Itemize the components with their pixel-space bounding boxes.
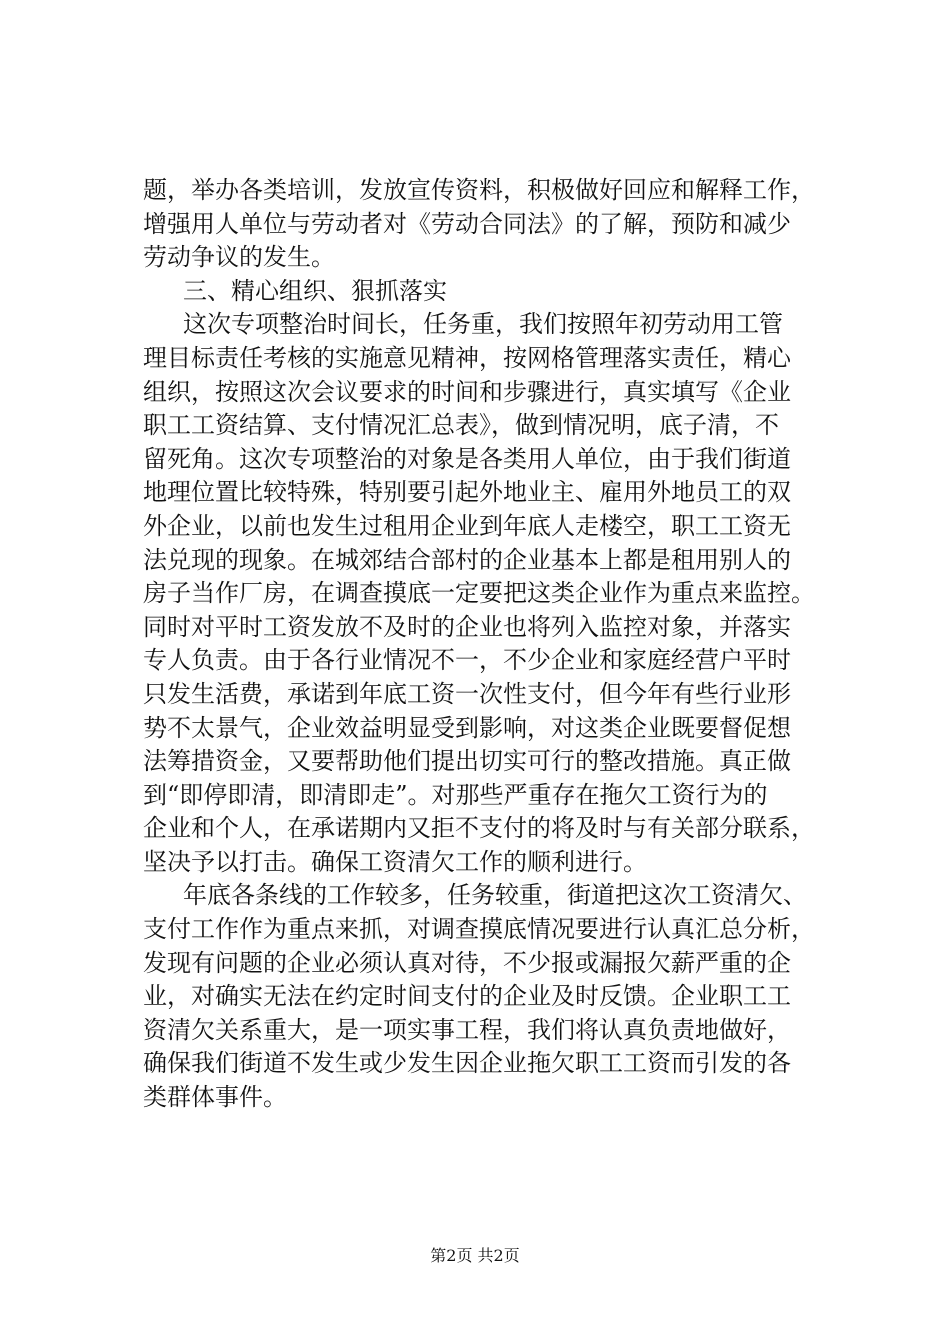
text-line: 业，对确实无法在约定时间支付的企业及时反馈。企业职工工: [143, 982, 791, 1011]
text-line: 只发生活费，承诺到年底工资一次性支付，但今年有些行业形: [143, 679, 791, 708]
text-line: 组织，按照这次会议要求的时间和步骤进行，真实填写《企业: [143, 377, 791, 406]
text-line: 这次专项整治时间长，任务重，我们按照年初劳动用工管: [183, 310, 783, 339]
text-line: 理目标责任考核的实施意见精神，按网格管理落实责任，精心: [143, 343, 791, 372]
text-line: 支付工作作为重点来抓，对调查摸底情况要进行认真汇总分析，: [143, 915, 815, 944]
text-line: 坚决予以打击。确保工资清欠工作的顺利进行。: [143, 847, 647, 876]
text-line: 法筹措资金，又要帮助他们提出切实可行的整改措施。真正做: [143, 747, 791, 776]
text-line: 企业和个人，在承诺期内又拒不支付的将及时与有关部分联系，: [143, 814, 815, 843]
text-line: 确保我们街道不发生或少发生因企业拖欠职工工资而引发的各: [143, 1049, 791, 1078]
text-line: 法兑现的现象。在城郊结合部村的企业基本上都是租用别人的: [143, 545, 791, 574]
document-body: [143, 174, 843, 1115]
page-footer: 第2页 共2页: [430, 1246, 520, 1265]
text-line: 房子当作厂房，在调查摸底一定要把这类企业作为重点来监控。: [143, 579, 815, 608]
text-line: 专人负责。由于各行业情况不一，不少企业和家庭经营户平时: [143, 646, 791, 675]
text-line: 职工工资结算、支付情况汇总表》，做到情况明，底子清，不: [143, 411, 779, 440]
text-line: 到“即停即清，即清即走”。对那些严重存在拖欠工资行为的: [143, 780, 768, 809]
text-line: 年底各条线的工作较多，任务较重，街道把这次工资清欠、: [183, 881, 807, 910]
text-line: 势不太景气，企业效益明显受到影响，对这类企业既要督促想: [143, 713, 791, 742]
text-line: 同时对平时工资发放不及时的企业也将列入监控对象，并落实: [143, 612, 791, 641]
text-line: 地理位置比较特殊，特别要引起外地业主、雇用外地员工的双: [143, 478, 791, 507]
text-line: 题，举办各类培训，发放宣传资料，积极做好回应和解释工作，: [143, 176, 815, 204]
text-line: 资清欠关系重大，是一项实事工程，我们将认真负责地做好，: [143, 1015, 791, 1044]
text-line: 类群体事件。: [143, 1083, 287, 1112]
text-line: 外企业，以前也发生过租用企业到年底人走楼空，职工工资无: [143, 511, 791, 540]
text-line: 发现有问题的企业必须认真对待，不少报或漏报欠薪严重的企: [143, 948, 791, 977]
text-line: 留死角。这次专项整治的对象是各类用人单位，由于我们街道: [143, 444, 791, 473]
text-line: 增强用人单位与劳动者对《劳动合同法》的了解，预防和减少: [143, 209, 791, 238]
text-line: 三、精心组织、狠抓落实: [183, 276, 447, 305]
text-line: 劳动争议的发生。: [143, 243, 335, 272]
